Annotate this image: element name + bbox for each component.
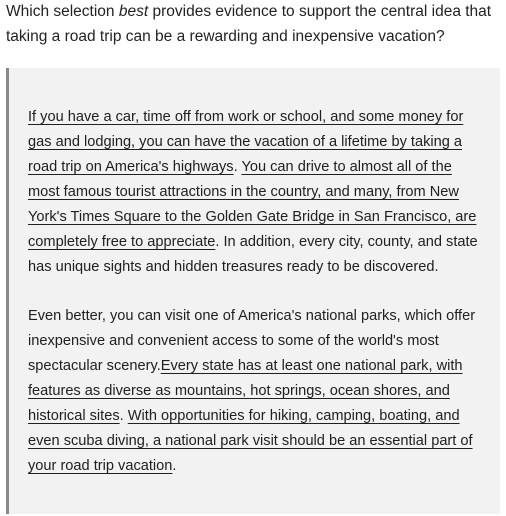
question-text-start: Which selection	[6, 3, 119, 20]
selection-4[interactable]: With opportunities for hiking, camping, boating, and even scuba diving, a national park visit should be an essential part of your road trip vacation	[28, 408, 473, 474]
selection-2[interactable]: You can drive to almost all of the most famous tourist attractions in the country, and many, from New York's Times Square to the Golden Gate Bridge in San Francisco, are completely free to appreciate	[28, 159, 477, 250]
plain-text: .	[119, 408, 128, 424]
selection-3[interactable]: Every state has at least one national park, with features as diverse as mountains, hot springs, ocean shores, and historical sites	[28, 358, 463, 424]
plain-text: .	[233, 159, 242, 175]
question-prompt	[6, 0, 500, 49]
passage-paragraph-2	[28, 304, 480, 479]
selection-1[interactable]: If you have a car, time off from work or school, and some money for gas and lodging, you can have the vacation of a lifetime by taking a road trip on America's highways	[28, 109, 464, 175]
plain-text: .	[172, 458, 177, 474]
passage-block	[6, 68, 500, 514]
passage-paragraph-1	[28, 105, 480, 280]
question-emphasis: best	[118, 3, 149, 20]
question-text-end: provides evidence to support the central idea that taking a road trip can be a rewarding and inexpensive vacation?	[6, 3, 492, 45]
plain-text: Even better, you can visit one of America's national parks, which offer inexpensive and convenient access to some of the world's most spectacular scenery.	[28, 308, 476, 374]
plain-text: . In addition, every city, county, and state has unique sights and hidden treasures ready to be discovered.	[28, 234, 478, 275]
